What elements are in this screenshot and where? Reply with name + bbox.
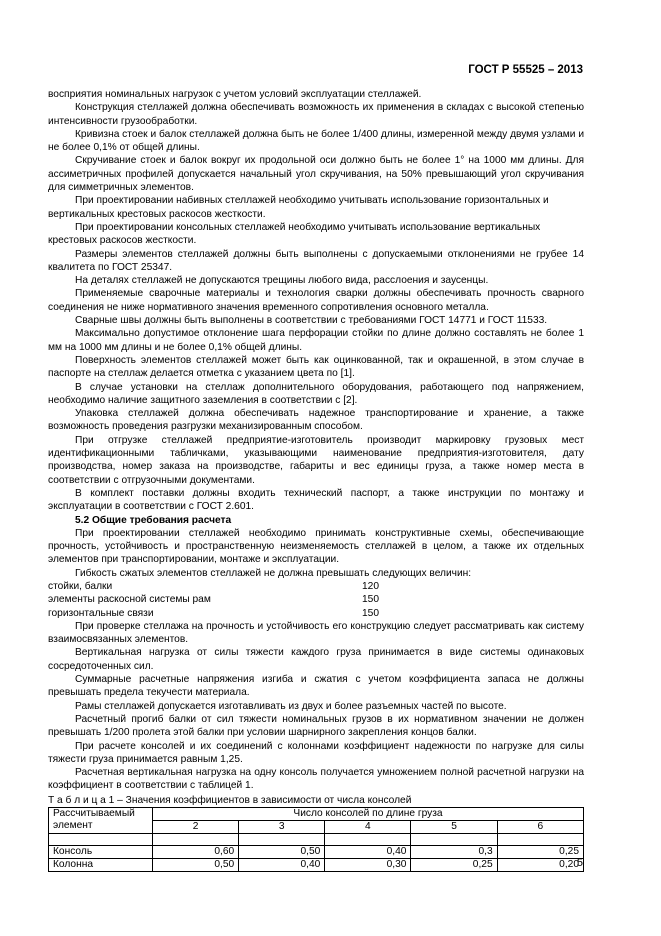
paragraph: Поверхность элементов стеллажей может быть как оцинкованной, так и окрашенной, в этом случае в паспорте на стеллаж делается отметка с указанием цвета по [1]. [48,354,584,380]
flex-value: 150 [362,607,379,619]
empty-cell [49,833,153,845]
coefficients-table [48,807,584,872]
table-cell: 0,25 [497,845,583,858]
paragraph: Упаковка стеллажей должна обеспечивать надежное транспортирование и хранение, а также возможность проведения разгрузки механизированным способом. [48,408,584,433]
paragraph: Сварные швы должны быть выполнены в соответствии с требованиями ГОСТ 14771 и ГОСТ 11533. [75,315,548,327]
paragraph: При проектировании консольных стеллажей необходимо учитывать использование вертикальных крестовых раскосов жесткости. [48,221,541,247]
table-row [49,858,584,871]
flex-label: горизонтальные связи [48,607,154,619]
paragraph: Суммарные расчетные напряжения изгиба и сжатия с учетом коэффициента запаса не должны превышать предела текучести материала. [48,674,584,699]
column-header: 3 [239,820,325,833]
paragraph: Конструкция стеллажей должна обеспечивать возможность их применения в складах с высокой степенью интенсивности грузообработки. [48,102,584,127]
table-cell: 0,40 [239,858,325,871]
flex-value: 150 [362,594,379,606]
flex-label: стойки, балки [48,580,113,592]
paragraph: Скручивание стоек и балок вокруг их продольной оси должно быть не более 1° на 1000 мм длины. Для ассиметричных профилей допускается начальный угол скручивания, на 50% превышающий угол скручивания для симметричных элементов. [48,155,584,194]
empty-cell [411,833,497,845]
row-header-line: Рассчитываемый [53,807,135,819]
flex-row [48,593,584,606]
table-cell: 0,25 [411,858,497,871]
group-header-cell: Число консолей по длине груза [153,807,584,820]
paragraph: Расчетный прогиб балки от сил тяжести номинальных грузов в их нормативном значении не должен превышать 1/200 пролета этой балки при условии шарнирного закрепления концов балки. [48,713,584,739]
empty-cell [497,833,583,845]
table-cell: 0,40 [325,845,411,858]
section-intro: При проектировании стеллажей необходимо принимать конструктивные схемы, обеспечивающие прочность, устойчивость и пространственную неизменяемость стеллажей в целом, а также их отдельных элементов при транспортировании, монтаже и эксплуатации. [48,527,584,566]
paragraph: Рамы стеллажей допускается изготавливать из двух и более разъемных частей по высоте. [75,700,507,712]
flex-row [48,580,584,593]
empty-cell [325,833,411,845]
page-number: 5 [576,857,583,869]
column-header: 6 [497,820,583,833]
column-header: 4 [325,820,411,833]
table-row [49,845,584,858]
paragraph: При проверке стеллажа на прочность и устойчивость его конструкцию следует рассматривать как систему взаимосвязанных элементов. [48,620,584,646]
row-label: Колонна [49,858,153,871]
paragraph: На деталях стеллажей не допускаются трещины любого вида, расслоения и заусенцы. [75,275,489,287]
table-cell: 0,50 [153,858,239,871]
paragraph: Максимально допустимое отклонение шага перфорации стойки по длине должно составлять не более 1 мм на 1000 мм длины и не более 0,1% общей длины. [48,328,584,353]
row-label: Консоль [49,845,153,858]
column-header: 2 [153,820,239,833]
section-heading: 5.2 Общие требования расчета [75,514,232,526]
paragraph: Применяемые сварочные материалы и технология сварки должны обеспечивать прочность сварного соединения не ниже нормативного значения временного сопротивления основного металла. [48,288,584,313]
paragraph: При расчете консолей и их соединений с колоннами коэффициент надежности по нагрузке для силы тяжести груза принимается равным 1,25. [48,740,584,765]
table-cell: 0,50 [239,845,325,858]
document-header: ГОСТ Р 55525 – 2013 [468,64,583,76]
paragraph: В случае установки на стеллаж дополнительного оборудования, работающего под напряжением, необходимо наличие защитного заземления в соответствии с [2]. [48,381,584,406]
paragraph: При отгрузке стеллажей предприятие-изготовитель производит маркировку грузовых мест идентификационными табличками, указывающими наименование предприятия-изготовителя, дату производства, номер заказа на производстве, габариты и вес единицы груза, а также номер места в соответствии с отгрузочными документами. [48,434,584,486]
empty-cell [239,833,325,845]
flex-label: элементы раскосной системы рам [48,594,211,606]
row-header-line: элемент [53,819,93,831]
column-header: 5 [411,820,497,833]
table-spacer-row [49,833,584,845]
table-cell: 0,3 [411,845,497,858]
row-header-cell [49,807,153,833]
table-cell: 0,60 [153,845,239,858]
paragraph: При проектировании набивных стеллажей необходимо учитывать использование горизонтальных и вертикальных крестовых раскосов жесткости. [48,195,549,220]
paragraph: Размеры элементов стеллажей должны быть выполнены с допускаемыми отклонениями не грубее 14 квалитета по ГОСТ 25347. [48,248,584,273]
table-header-row [49,807,584,820]
table-cell: 0,20 [497,858,583,871]
flex-value: 120 [362,580,379,592]
flex-row [48,607,584,620]
paragraph-continuation: восприятия номинальных нагрузок с учетом условий эксплуатации стеллажей. [48,89,422,100]
page-content [48,88,584,872]
paragraph: В комплект поставки должны входить технический паспорт, а также инструкции по монтажу и эксплуатации в соответствии с ГОСТ 2.601. [48,487,584,513]
paragraph: Вертикальная нагрузка от силы тяжести каждого груза принимается в виде системы одинаковых сосредоточенных сил. [48,647,584,672]
table-cell: 0,30 [325,858,411,871]
empty-cell [153,833,239,845]
flexibility-intro: Гибкость сжатых элементов стеллажей не должна превышать следующих величин: [75,567,472,579]
paragraph: Кривизна стоек и балок стеллажей должна быть не более 1/400 длины, измеренной между двумя узлами и не более 0,1% от общей длины. [48,128,585,154]
table-caption: Т а б л и ц а 1 – Значения коэффициентов в зависимости от числа консолей [48,794,412,806]
paragraph: Расчетная вертикальная нагрузка на одну консоль получается умножением полной расчетной нагрузки на коэффициент в соответствии с таблицей 1. [48,767,584,792]
